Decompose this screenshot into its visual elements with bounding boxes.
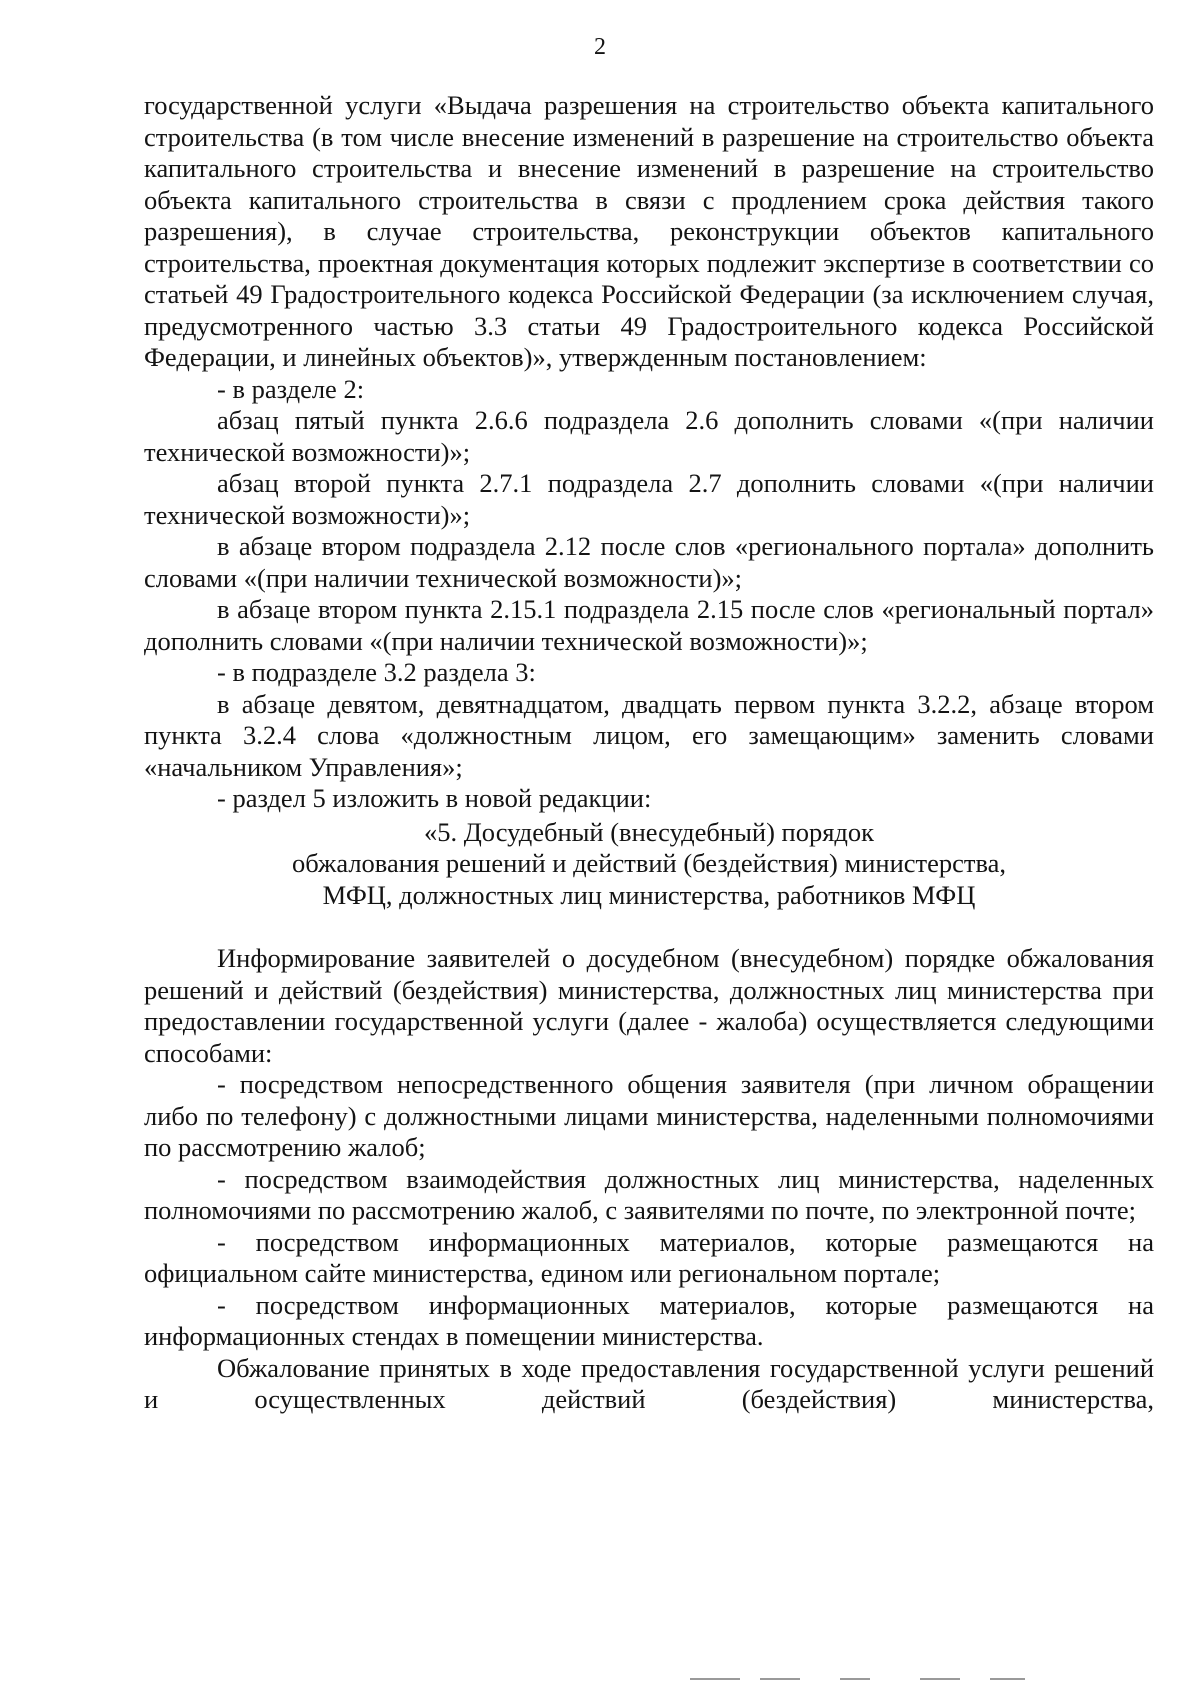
scan-mark: [990, 1678, 1025, 1680]
paragraphs-bottom: [144, 943, 1154, 1416]
paragraph: - посредством взаимодействия должностных лиц министерства, наделенных полномочиями по рассмотрению жалоб, с заявителями по почте, по электронной почте;: [144, 1163, 1154, 1225]
paragraph: абзац второй пункта 2.7.1 подраздела 2.7 дополнить словами «(при наличии технической возможности)»;: [144, 468, 1154, 530]
paragraph: - посредством непосредственного общения заявителя (при личном обращении либо по телефону) с должностными лицами министерства, наделенными полномочиями по рассмотрению жалоб;: [144, 1069, 1154, 1162]
paragraph: государственной услуги «Выдача разрешения на строительство объекта капитального строительства (в том числе внесение изменений в разрешение на строительство объекта капитального строительства и внесение изменений в разрешение на строительство объекта капитального строительства в связи с продлением срока действия такого разрешения), в случае строительства, реконструкции объектов капитального строительства, проектная документация которых подлежит экспертизе в соответствии со статьей 49 Градостроительного кодекса Российской Федерации (за исключением случая, предусмотренного частью 3.3 статьи 49 Градостроительного кодекса Российской Федерации, и линейных объектов)», утвержденным постановлением:: [144, 90, 1154, 372]
section-heading-line: МФЦ, должностных лиц министерства, работников МФЦ: [322, 879, 976, 910]
document-body: [144, 90, 1154, 1416]
page-number: 2: [594, 34, 606, 60]
scan-artifact-lines: [690, 1678, 1110, 1682]
paragraph: Обжалование принятых в ходе предоставления государственной услуги решений и осуществленных действий (бездействия) министерства,: [144, 1352, 1154, 1414]
section-heading-line: обжалования решений и действий (бездействия) министерства,: [291, 848, 1007, 878]
section-heading-line: «5. Досудебный (внесудебный) порядок: [423, 816, 874, 847]
paragraph: - в подразделе 3.2 раздела 3:: [217, 657, 536, 687]
paragraph: в абзаце втором подраздела 2.12 после слов «регионального портала» дополнить словами «(при наличии технической возможности)»;: [144, 531, 1154, 593]
scan-mark: [840, 1678, 870, 1680]
paragraph: абзац пятый пункта 2.6.6 подраздела 2.6 дополнить словами «(при наличии технической возможности)»;: [144, 405, 1154, 467]
paragraph: - посредством информационных материалов, которые размещаются на информационных стендах в помещении министерства.: [144, 1289, 1154, 1351]
spacer: [144, 911, 1154, 943]
paragraph: в абзаце втором пункта 2.15.1 подраздела 2.15 после слов «региональный портал» дополнить словами «(при наличии технической возможности)»;: [144, 594, 1154, 656]
section-heading: [144, 817, 1154, 912]
scan-mark: [760, 1678, 800, 1680]
paragraph: Информирование заявителей о досудебном (внесудебном) порядке обжалования решений и действий (бездействия) министерства, должностных лиц министерства при предоставлении государственной услуги (далее - жалоба) осуществляется следующими способами:: [144, 943, 1154, 1068]
paragraph: в абзаце девятом, девятнадцатом, двадцать первом пункта 3.2.2, абзаце втором пункта 3.2.4 слова «должностным лицом, его замещающим» заменить словами «начальником Управления»;: [144, 688, 1154, 782]
paragraph: - в разделе 2:: [217, 373, 365, 404]
scan-mark: [920, 1678, 960, 1680]
paragraph: - раздел 5 изложить в новой редакции:: [217, 783, 652, 813]
scan-mark: [690, 1678, 740, 1680]
paragraphs-top: [144, 90, 1154, 815]
paragraph: - посредством информационных материалов, которые размещаются на официальном сайте министерства, едином или региональном портале;: [144, 1226, 1154, 1288]
